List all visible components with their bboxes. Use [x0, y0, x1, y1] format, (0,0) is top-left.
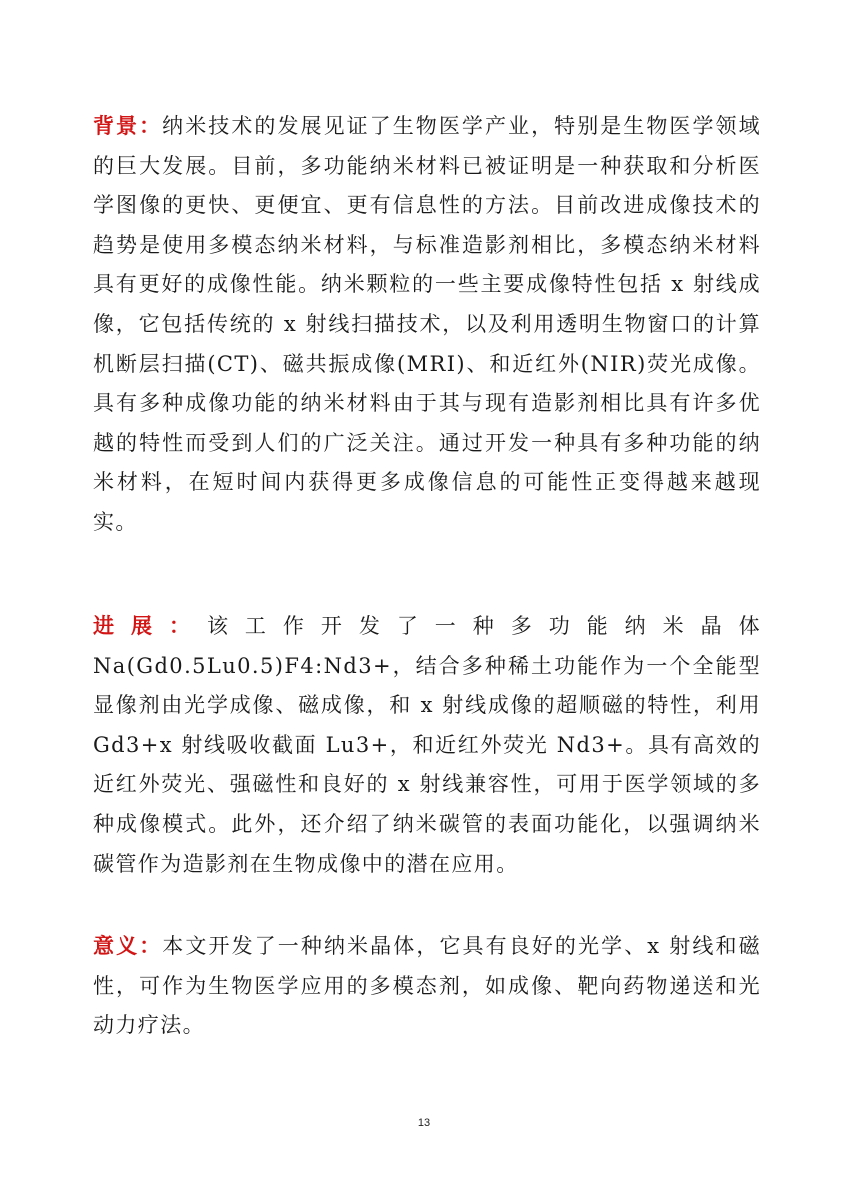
significance-label: 意义：	[93, 933, 163, 958]
significance-text: 本文开发了一种纳米晶体，它具有良好的光学、x 射线和磁性，可作为生物医学应用的多模态剂，如成像、靶向药物递送和光动力疗法。	[93, 934, 761, 1038]
background-paragraph	[93, 106, 761, 543]
page-number: 13	[417, 1117, 431, 1129]
progress-label: 进展：	[93, 613, 207, 638]
progress-text: 该工作开发了一种多功能纳米晶体 Na(Gd0.5Lu0.5)F4:Nd3+，结合多种稀土功能作为一个全能型显像剂由光学成像、磁成像，和 x 射线成像的超顺磁的特性，利用 Gd3+x 射线吸收截面 Lu3+，和近红外荧光 Nd3+。具有高效的近红外荧光、强磁性和良好的 x 射线兼容性，可用于医学领域的多种成像模式。此外，还介绍了纳米碳管的表面功能化，以强调纳米碳管作为造影剂在生物成像中的潜在应用。	[93, 614, 762, 876]
background-text: 纳米技术的发展见证了生物医学产业，特别是生物医学领域的巨大发展。目前，多功能纳米材料已被证明是一种获取和分析医学图像的更快、更便宜、更有信息性的方法。目前改进成像技术的趋势是使用多模态纳米材料，与标准造影剂相比，多模态纳米材料具有更好的成像性能。纳米颗粒的一些主要成像特性包括 x 射线成像，它包括传统的 x 射线扫描技术，以及利用透明生物窗口的计算机断层扫描(CT)、磁共振成像(MRI)、和近红外(NIR)荧光成像。具有多种成像功能的纳米材料由于其与现有造影剂相比具有许多优越的特性而受到人们的广泛关注。通过开发一种具有多种功能的纳米材料，在短时间内获得更多成像信息的可能性正变得越来越现实。	[93, 114, 761, 534]
progress-paragraph	[93, 606, 761, 884]
background-label: 背景：	[93, 113, 163, 138]
significance-paragraph	[93, 926, 761, 1046]
